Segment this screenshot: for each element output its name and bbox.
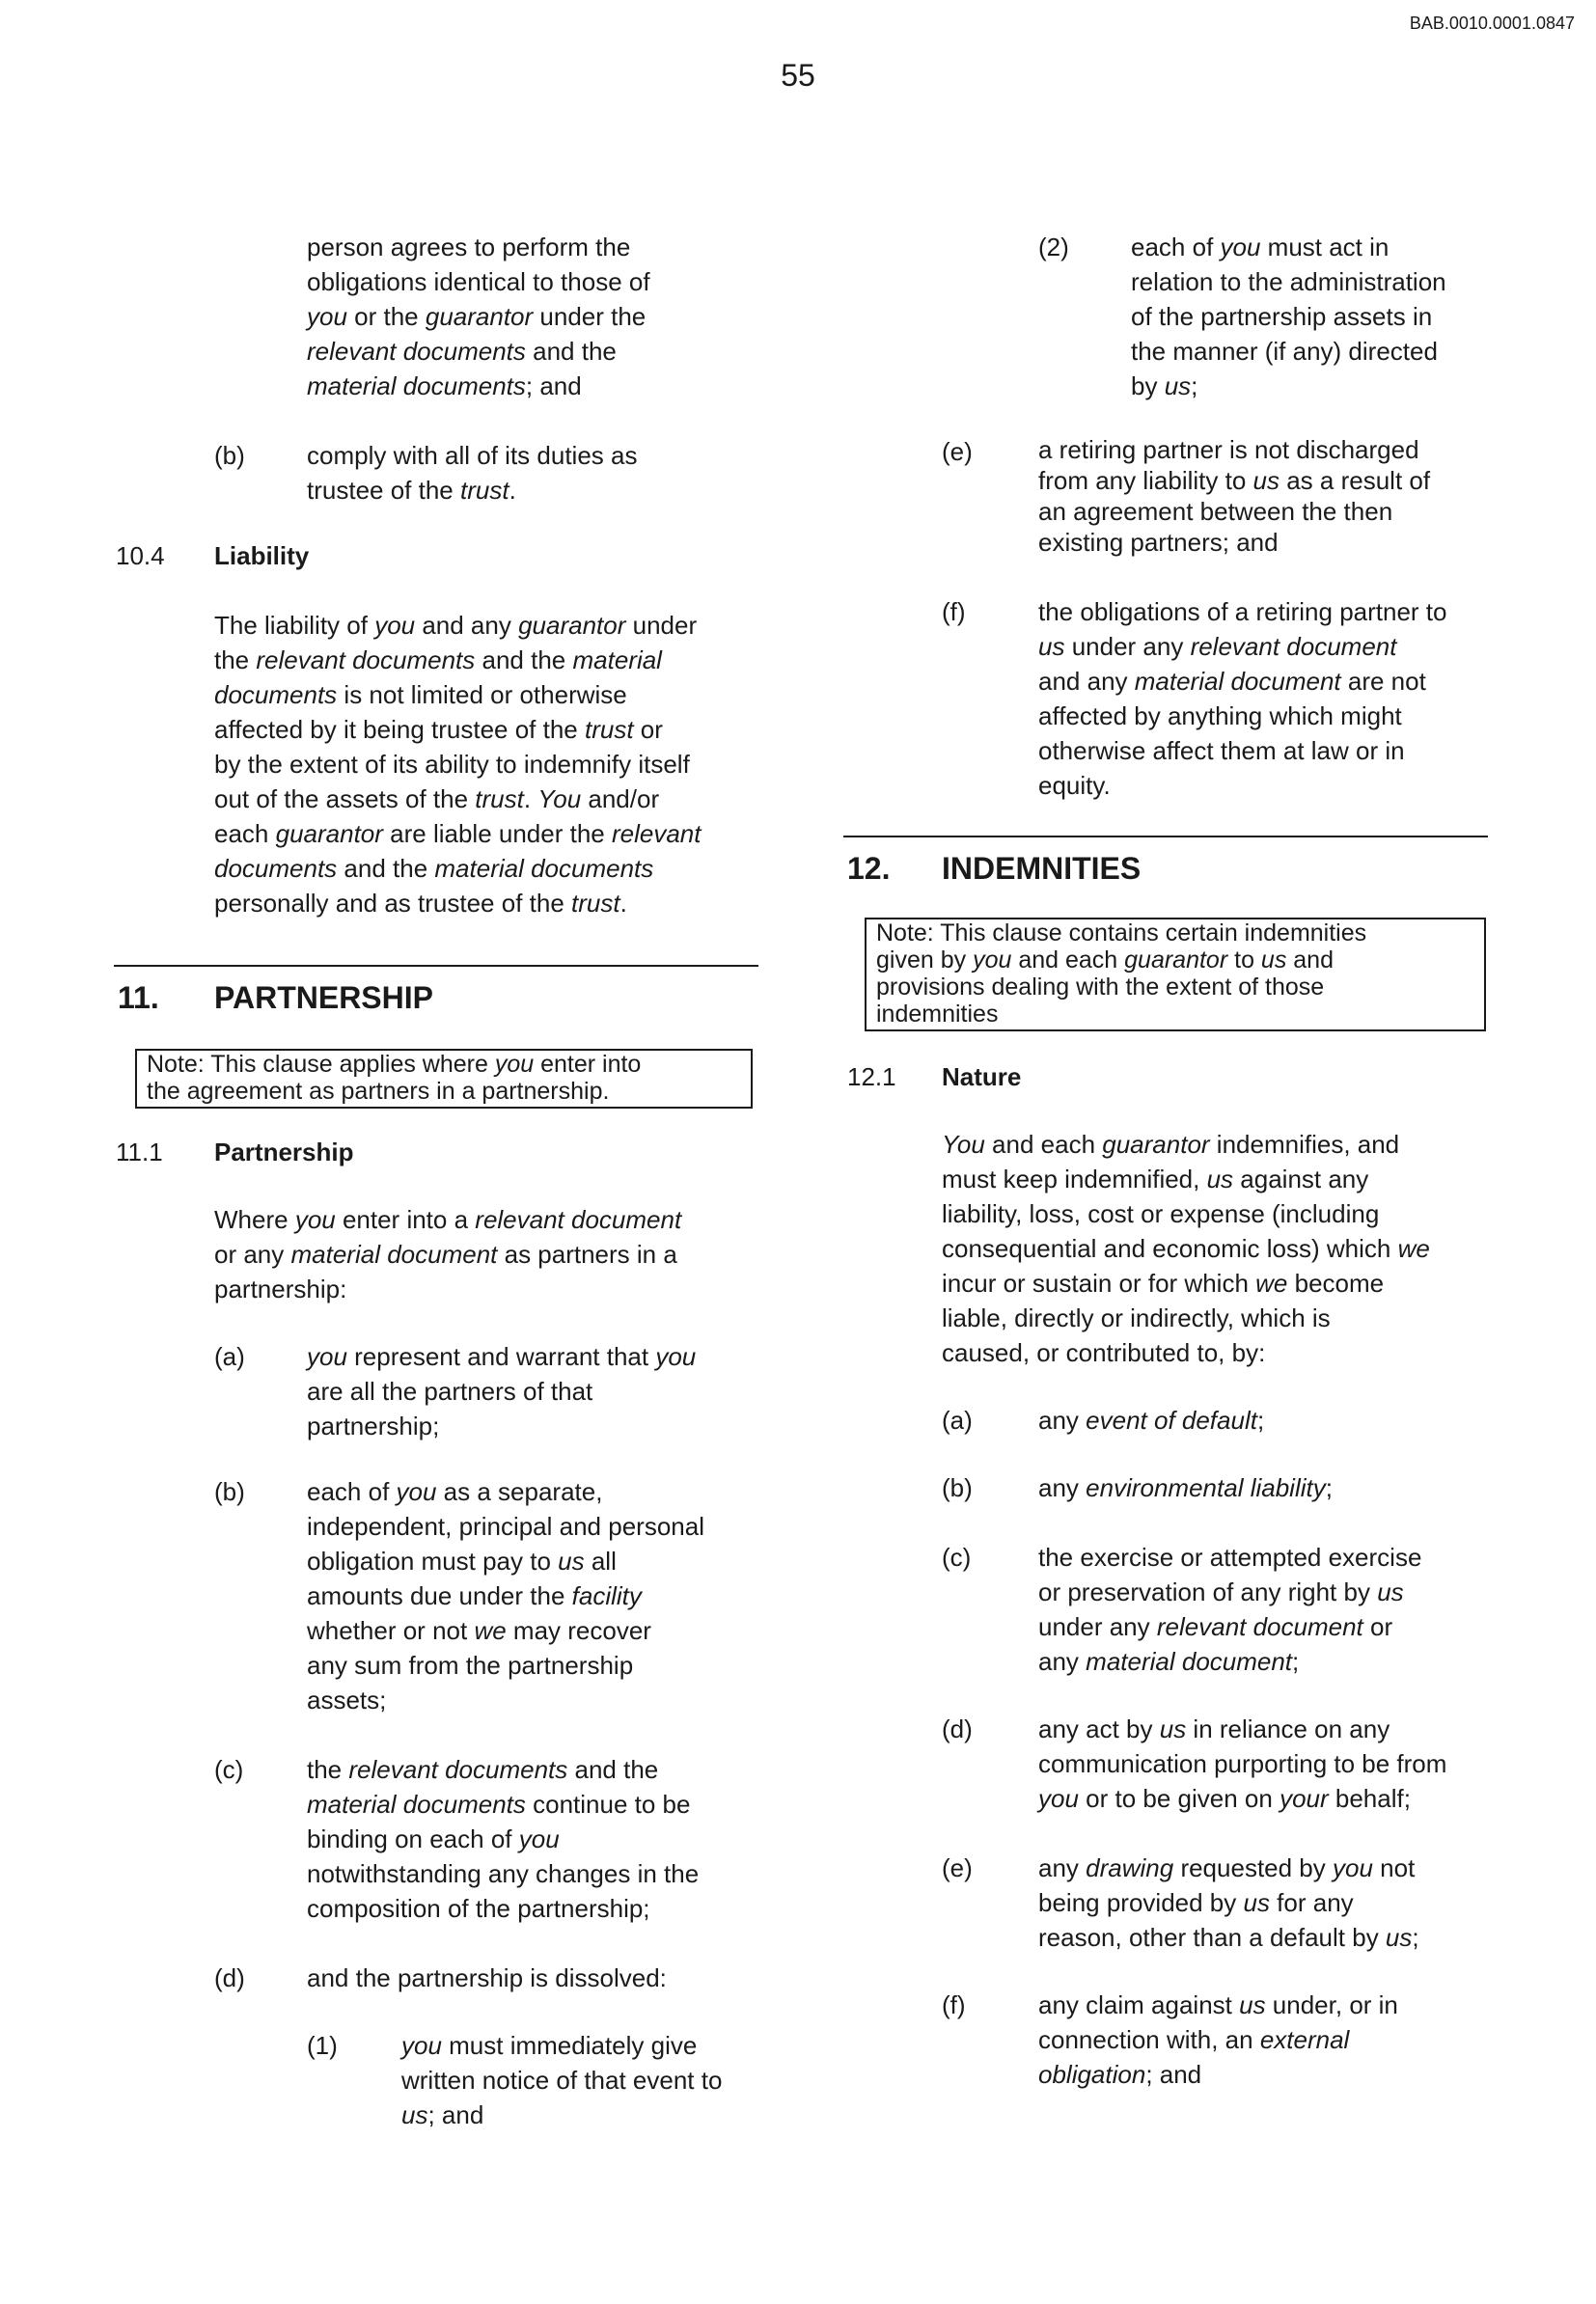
item-label: (e) bbox=[942, 437, 973, 466]
subitem-text: you must immediately give written notice of that event to us; and bbox=[401, 2031, 723, 2129]
item-text: a retiring partner is not discharged from any liability to us as a result of an agreement between the then existing partners; and bbox=[1038, 435, 1431, 557]
item-text: the relevant documents and the material documents continue to be binding on each of you notwithstanding any changes in the composition of the partnership; bbox=[307, 1755, 700, 1923]
item-label: (a) bbox=[214, 1342, 245, 1371]
item-text: any claim against us under, or in connection with, an external obligation; and bbox=[1038, 1990, 1398, 2089]
subitem-label: (2) bbox=[1038, 233, 1069, 261]
subitem-label: (1) bbox=[307, 2031, 338, 2060]
section-title: Liability bbox=[214, 541, 310, 570]
section-number: 11. bbox=[118, 980, 159, 1015]
note-box: Note: This clause contains certain indemnities given by you and each guarantor to us and provisions dealing with the extent of those indemnities bbox=[865, 918, 1486, 1031]
item-text: any environmental liability; bbox=[1038, 1473, 1333, 1502]
item-label: (c) bbox=[942, 1543, 972, 1572]
item-text: each of you as a separate, independent, principal and personal obligation must pay to us all amounts due under the facility whether or not we may recover any sum from the partnership assets; bbox=[307, 1477, 704, 1714]
item-label: (e) bbox=[942, 1853, 973, 1882]
nature-paragraph: You and each guarantor indemnifies, and must keep indemnified, us against any liability, loss, cost or expense (including consequential and economic loss) which we incur or sustain or for which we become liable, directly or indirectly, which is caused, or contributed to, by: bbox=[942, 1130, 1430, 1367]
item-text: you represent and warrant that you are all the partners of that partnership; bbox=[307, 1342, 697, 1440]
liability-paragraph: The liability of you and any guarantor under the relevant documents and the material documents is not limited or otherwise affected by it being trustee of the trust or by the extent of its ability to indemnify itself out of the assets of the trust. You and/or each guarantor are liable under the relevant documents and the material documents personally and as trustee of the trust. bbox=[214, 611, 702, 918]
item-text: comply with all of its duties as trustee of the trust. bbox=[307, 441, 638, 505]
item-text: any act by us in reliance on any communication purporting to be from you or to be given on your behalf; bbox=[1038, 1714, 1447, 1813]
section-rule bbox=[114, 965, 758, 967]
section-title: Nature bbox=[942, 1062, 1022, 1091]
subitem-text: each of you must act in relation to the administration of the partnership assets in the manner (if any) directed by us; bbox=[1131, 233, 1446, 400]
item-text: and the partnership is dissolved: bbox=[307, 1963, 667, 1992]
section-heading: INDEMNITIES bbox=[942, 851, 1142, 886]
item-text: any drawing requested by you not being provided by us for any reason, other than a default by us; bbox=[1038, 1853, 1419, 1952]
item-label: (b) bbox=[942, 1473, 973, 1502]
item-label: (f) bbox=[942, 597, 966, 626]
note-box: Note: This clause applies where you enter into the agreement as partners in a partnership. bbox=[135, 1049, 753, 1109]
item-label: (f) bbox=[942, 1990, 966, 2019]
section-number: 12. bbox=[847, 851, 891, 886]
item-label: (b) bbox=[214, 441, 245, 470]
section-heading: PARTNERSHIP bbox=[214, 980, 433, 1015]
item-label: (d) bbox=[214, 1963, 245, 1992]
section-number: 10.4 bbox=[116, 541, 165, 570]
partnership-intro: Where you enter into a relevant document or any material document as partners in a partnership: bbox=[214, 1205, 682, 1303]
document-id: BAB.0010.0001.0847 bbox=[1409, 14, 1575, 33]
item-label: (d) bbox=[942, 1714, 973, 1743]
section-number: 11.1 bbox=[116, 1138, 163, 1166]
section-title: Partnership bbox=[214, 1138, 354, 1166]
page-number: 55 bbox=[781, 58, 815, 93]
item-text: the exercise or attempted exercise or preservation of any right by us under any relevant document or any material document; bbox=[1038, 1543, 1422, 1676]
item-label: (a) bbox=[942, 1406, 973, 1435]
item-text: the obligations of a retiring partner to us under any relevant document and any material document are not affected by anything which might otherwise affect them at law or in equity. bbox=[1038, 597, 1447, 800]
item-text: any event of default; bbox=[1038, 1406, 1265, 1435]
section-rule bbox=[843, 836, 1488, 837]
section-number: 12.1 bbox=[847, 1062, 896, 1091]
item-label: (c) bbox=[214, 1755, 244, 1784]
continuation-paragraph: person agrees to perform the obligations identical to those of you or the guarantor under the relevant documents and the material documents; and bbox=[307, 233, 650, 400]
item-label: (b) bbox=[214, 1477, 245, 1506]
